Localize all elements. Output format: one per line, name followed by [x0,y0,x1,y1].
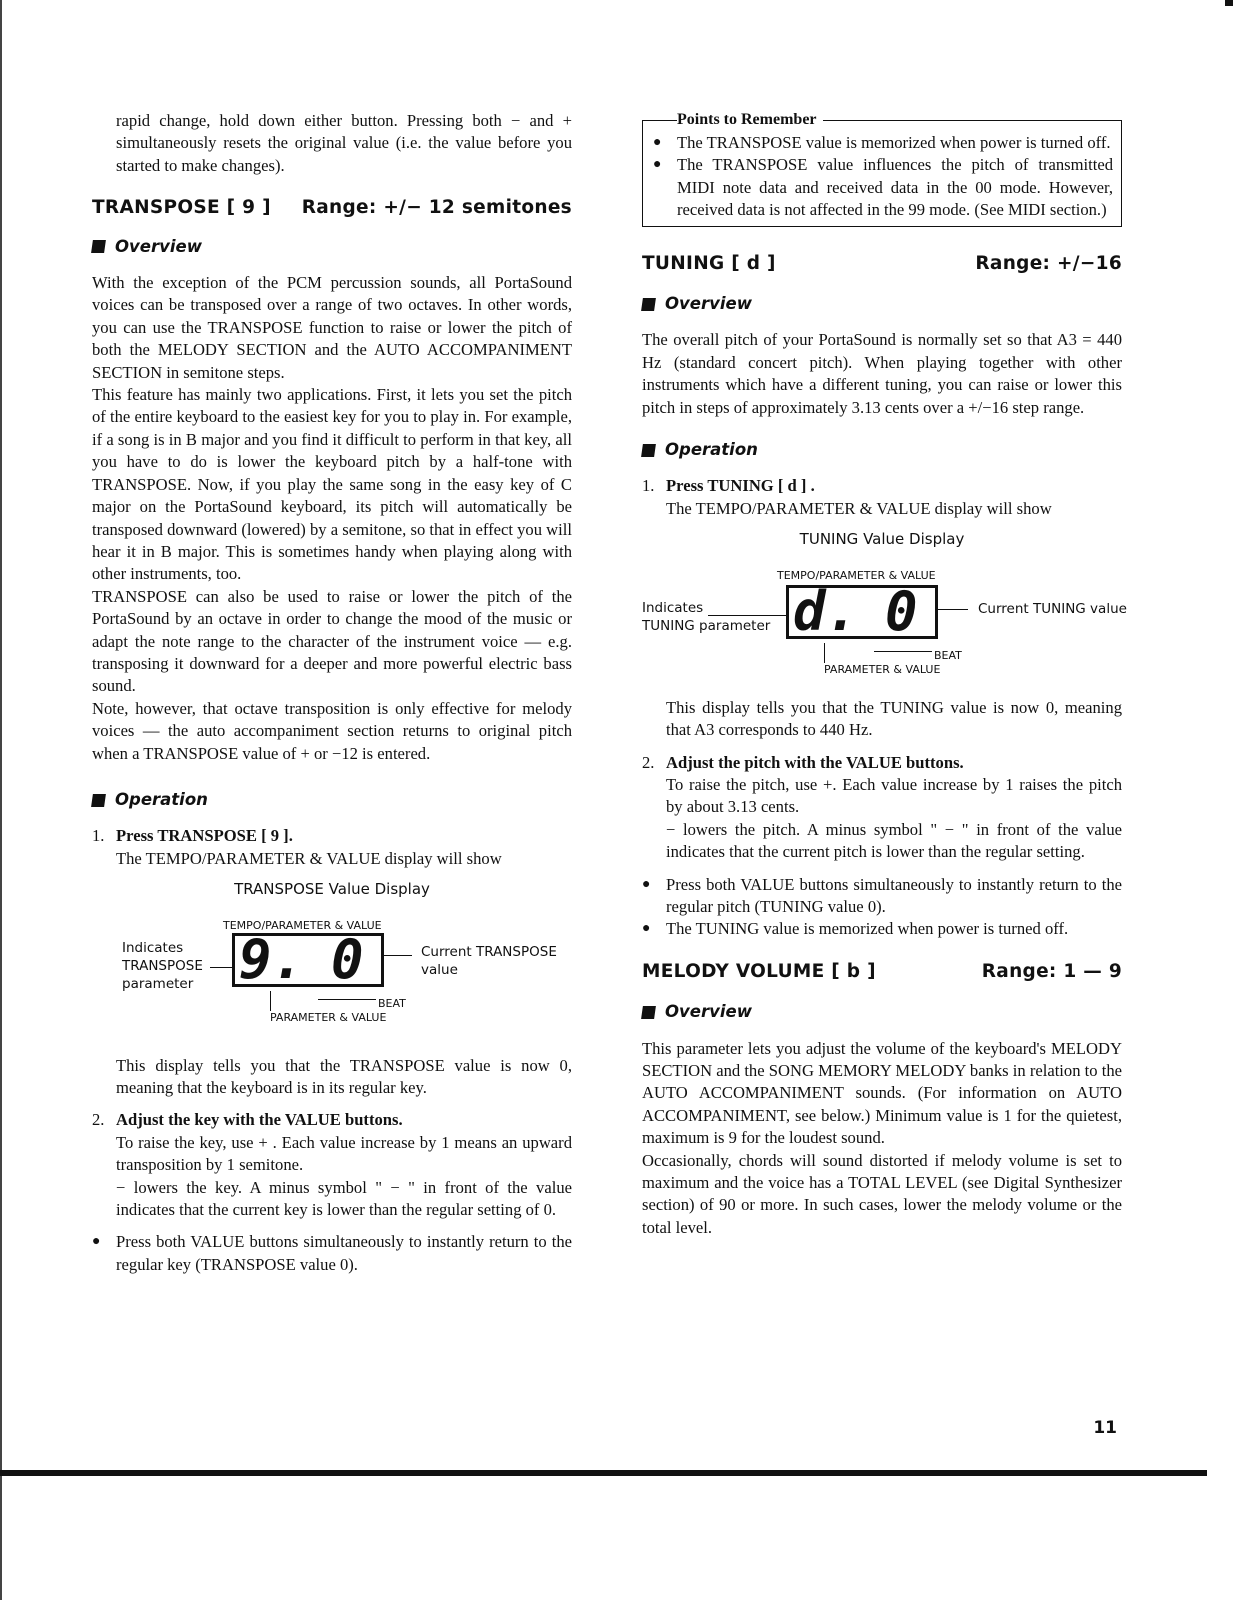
transpose-bullet [92,1231,572,1276]
melody-overview-p2: Occasionally, chords will sound distorted if melody volume is set to maximum and the voice has a TOTAL LEVEL (see Digital Synthesizer section) of 90 or more. In such cases, lower the melody volume or the total level. [642,1150,1122,1237]
tuning-after-display: This display tells you that the TUNING value is now 0, meaning that A3 corresponds to 440 Hz. [666,697,1122,740]
operation-label: Operation [115,789,208,809]
step-text: The TEMPO/PARAMETER & VALUE display will show [666,498,1052,518]
tuning-display-caption: TUNING Value Display [799,530,965,549]
display-right-label: Current TRANSPOSE value [421,943,557,978]
left-column [92,110,572,1276]
square-bullet-icon [641,444,656,457]
step-title: Press TUNING [ d ] . [666,476,815,496]
display-right-label: Current TUNING value [978,600,1127,617]
tuning-bullet-2 [642,918,1122,940]
right-column [642,110,1127,1239]
lcd-digit-value: 0 [331,927,364,991]
display-beat-label: BEAT [378,996,406,1010]
display-left-label: Indicates TUNING parameter [642,599,771,634]
tuning-title: TUNING [ d ] [642,252,776,274]
display-param-label: PARAMETER & VALUE [824,662,941,676]
lcd-digit-parameter: 9. [239,927,305,991]
lcd-display [786,579,938,643]
overview-label: Overview [665,1002,752,1022]
bullet-text: The TRANSPOSE value is memorized when power is turned off. [677,133,1111,152]
display-top-label: TEMPO/PARAMETER & VALUE [223,918,382,932]
tuning-operation-heading [642,439,1122,461]
operation-label: Operation [665,440,758,460]
right-pointer-line [384,955,412,956]
bullet-text: Press both VALUE buttons simultaneously to instantly return to the regular key (TRANSPOSE value 0). [116,1232,572,1274]
bullet-text: Press both VALUE buttons simultaneously to instantly return to the regular pitch (TUNING value 0). [666,874,1122,916]
display-beat-label: BEAT [934,648,962,662]
melody-volume-heading [642,961,1122,983]
step-number: 1. [92,826,105,846]
transpose-heading [92,197,572,219]
bullet-dot-icon: ● [642,921,651,937]
left-pointer-line [708,615,786,616]
melody-volume-range: Range: 1 — 9 [981,960,1122,982]
transpose-range: Range: +/− 12 semitones [301,197,572,219]
step-text: To raise the key, use + . Each value increase by 1 means an upward transposition by 1 semitone. [116,1132,572,1175]
points-bullet-1 [653,132,1113,154]
display-left-label: Indicates TRANSPOSE parameter [122,939,203,992]
square-bullet-icon [641,1006,656,1019]
step-number: 2. [642,752,655,772]
points-title: Points to Remember [677,111,817,128]
bullet-dot-icon: ● [653,135,662,150]
bullet-text: The TUNING value is memorized when power is turned off. [666,919,1069,939]
melody-volume-title: MELODY VOLUME [ b ] [642,960,876,982]
points-bullet-2 [653,154,1113,221]
tuning-step-2 [642,752,1122,864]
transpose-operation-heading [92,789,572,811]
tuning-range: Range: +/−16 [975,252,1122,274]
step-text: To raise the pitch, use +. Each value increase by 1 raises the pitch by about 3.13 cents. [666,774,1122,817]
step-title: Adjust the key with the VALUE buttons. [116,1110,403,1130]
transpose-after-display: This display tells you that the TRANSPOSE value is now 0, meaning that the keyboard is in its regular key. [116,1055,572,1097]
display-param-label: PARAMETER & VALUE [270,1010,387,1024]
overview-label: Overview [665,294,752,314]
step-title: Press TRANSPOSE [ 9 ]. [116,826,293,846]
beat-bracket-line [318,999,376,1000]
display-top-label: TEMPO/PARAMETER & VALUE [777,568,936,582]
lcd-display [232,927,384,991]
square-bullet-icon [91,794,106,807]
melody-overview-p1: This parameter lets you adjust the volume of the keyboard's MELODY SECTION and the SONG MEMORY MELODY banks in relation to the AUTO ACCOMPANIMENT sounds. (For information on AUTO ACCOMPANIMENT, see below.) Minimum value is 1 for the quietest, maximum is 9 for the loudest sound. [642,1038,1122,1148]
intro-text: rapid change, hold down either button. Pressing both − and + simultaneously resets the original value (i.e. the value before you started to make changes). [116,111,572,175]
tuning-bullet-1 [642,874,1122,919]
transpose-overview-p3: TRANSPOSE can also be used to raise or lower the pitch of the PortaSound by an octave in order to change the mood of the music or adapt the note range to the character of the instrument voice — e.g. transposing it downward for a deeper and more powerful electric bass sound. [92,586,572,696]
page-number: 11 [1093,1418,1117,1438]
step-title: Adjust the pitch with the VALUE buttons. [666,752,964,772]
square-bullet-icon [91,240,106,253]
overview-label: Overview [115,236,202,256]
box-rule [823,120,1121,121]
square-bullet-icon [641,298,656,311]
bullet-text: The TRANSPOSE value influences the pitch of transmitted MIDI note data and received data in the 00 mode. However, received data is not affected in the 99 mode. (See MIDI section.) [677,155,1113,220]
right-pointer-line [938,609,968,610]
transpose-step-2 [92,1109,572,1221]
transpose-display-diagram [92,915,572,1027]
tuning-heading [642,253,1122,275]
tuning-step-1 [642,475,1122,520]
transpose-overview-p4: Note, however, that octave transposition is only effective for melody voices — the auto accompaniment section returns to original pitch when a TRANSPOSE value of + or −12 is entered. [92,698,572,763]
step-number: 2. [92,1110,105,1130]
lcd-digit-value: 0 [885,579,918,643]
points-to-remember-box [642,111,1122,227]
bullet-dot-icon: ● [642,876,651,892]
tuning-display-diagram [642,565,1127,677]
bottom-rule [0,1470,1207,1476]
transpose-title: TRANSPOSE [ 9 ] [92,197,271,219]
corner-mark [1225,0,1233,6]
lcd-digit-parameter: d. [793,579,859,643]
transpose-overview-heading [92,236,572,258]
bullet-dot-icon: ● [92,1234,101,1250]
beat-bracket-line [874,651,932,652]
step-number: 1. [642,476,655,496]
step-text: The TEMPO/PARAMETER & VALUE display will show [116,848,502,868]
tuning-overview-heading [642,293,1122,315]
tuning-overview-p1: The overall pitch of your PortaSound is normally set so that A3 = 440 Hz (standard concert pitch). When playing together with other instruments which have a different tuning, you can raise or lower this pitch in steps of approximately 3.13 cents over a +/−16 step range. [642,330,1122,417]
left-pointer-line [210,967,232,968]
transpose-step-1 [92,825,572,870]
points-title-row [643,109,1121,131]
transpose-overview-p1: With the exception of the PCM percussion sounds, all PortaSound voices can be transposed over a range of two octaves. In other words, you can use the TRANSPOSE function to raise or lower the pitch of both the MELODY SECTION and the AUTO ACCOMPANIMENT SECTION in semitone steps. [92,273,572,382]
page-edge [0,0,2,1600]
step-text: − lowers the pitch. A minus symbol " − " in front of the value indicates that the current pitch is lower than the regular setting. [666,819,1122,862]
bullet-dot-icon: ● [653,157,662,173]
box-rule [643,120,677,121]
transpose-display-caption: TRANSPOSE Value Display [234,880,430,899]
melody-overview-heading [642,1001,1122,1023]
transpose-overview-p2: This feature has mainly two applications. First, it lets you set the pitch of the entire keyboard to the easiest key for you to play in. For example, if a song is in B major and you find it difficult to perform in that key, all you have to do is lower the keyboard pitch by a half-tone with TRANSPOSE. Now, if you play the same song in the easy key of C major on the PortaSound keyboard, its pitch will automatically be transposed downward (lowered) by a semitone, so that in effect you will hear it in B major. This is sometimes handy when playing along with other instruments, too. [92,385,572,584]
step-text: − lowers the key. A minus symbol " − " in front of the value indicates that the current key is lower than the regular setting of 0. [116,1177,572,1220]
